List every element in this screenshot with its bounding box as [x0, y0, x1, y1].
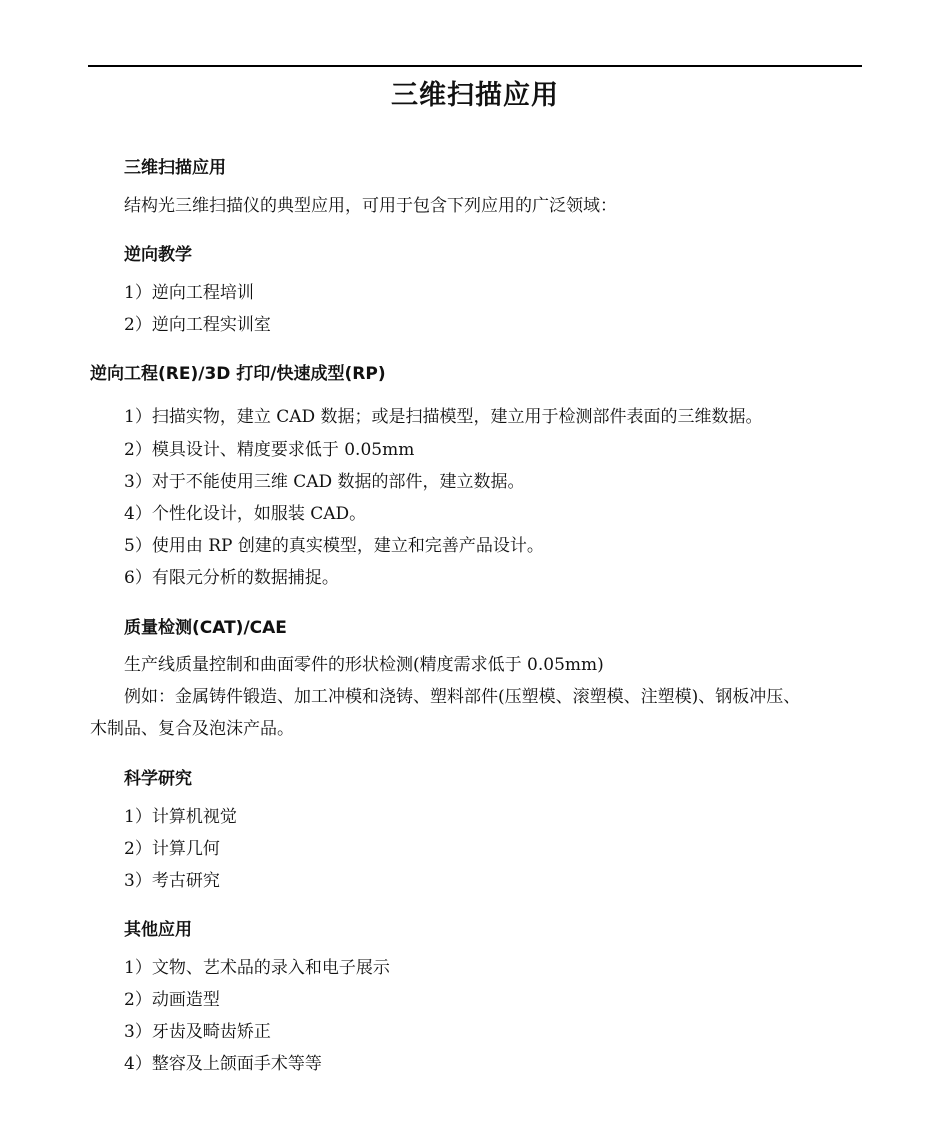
intro-text: 结构光三维扫描仪的典型应用，可用于包含下列应用的广泛领域：: [124, 196, 617, 216]
header-rule: [88, 65, 862, 67]
list-item: 2）模具设计、精度要求低于 0.05mm: [124, 440, 415, 460]
section-heading-other: 其他应用: [124, 920, 192, 940]
list-item: 2）计算几何: [124, 839, 220, 859]
list-item: 3）对于不能使用三维 CAD 数据的部件，建立数据。: [124, 472, 525, 492]
list-item: 3）牙齿及畸齿矫正: [124, 1022, 271, 1042]
list-item: 4）整容及上颌面手术等等: [124, 1054, 322, 1074]
section-heading-reverse: 逆向工程(RE)/3D 打印/快速成型(RP): [90, 364, 386, 384]
quality-text-line: 生产线质量控制和曲面零件的形状检测(精度需求低于 0.05mm): [124, 655, 604, 675]
section-heading-quality: 质量检测(CAT)/CAE: [124, 618, 287, 638]
section-heading-intro: 三维扫描应用: [124, 158, 226, 178]
list-item: 1）扫描实物，建立 CAD 数据；或是扫描模型，建立用于检测部件表面的三维数据。: [124, 407, 763, 427]
list-item: 1）逆向工程培训: [124, 283, 254, 303]
list-item: 1）计算机视觉: [124, 807, 237, 827]
section-heading-science: 科学研究: [124, 769, 192, 789]
list-item: 2）逆向工程实训室: [124, 315, 271, 335]
list-item: 1）文物、艺术品的录入和电子展示: [124, 958, 390, 978]
list-item: 4）个性化设计，如服装 CAD。: [124, 504, 367, 524]
quality-text-line: 木制品、复合及泡沫产品。: [90, 719, 294, 739]
list-item: 3）考古研究: [124, 871, 220, 891]
list-item: 5）使用由 RP 创建的真实模型，建立和完善产品设计。: [124, 536, 544, 556]
document-title: 三维扫描应用: [391, 80, 559, 111]
list-item: 6）有限元分析的数据捕捉。: [124, 568, 339, 588]
section-heading-teaching: 逆向教学: [124, 245, 192, 265]
list-item: 2）动画造型: [124, 990, 220, 1010]
quality-text-line: 例如：金属铸件锻造、加工冲模和浇铸、塑料部件(压塑模、滚塑模、注塑模)、钢板冲压、: [124, 687, 801, 707]
